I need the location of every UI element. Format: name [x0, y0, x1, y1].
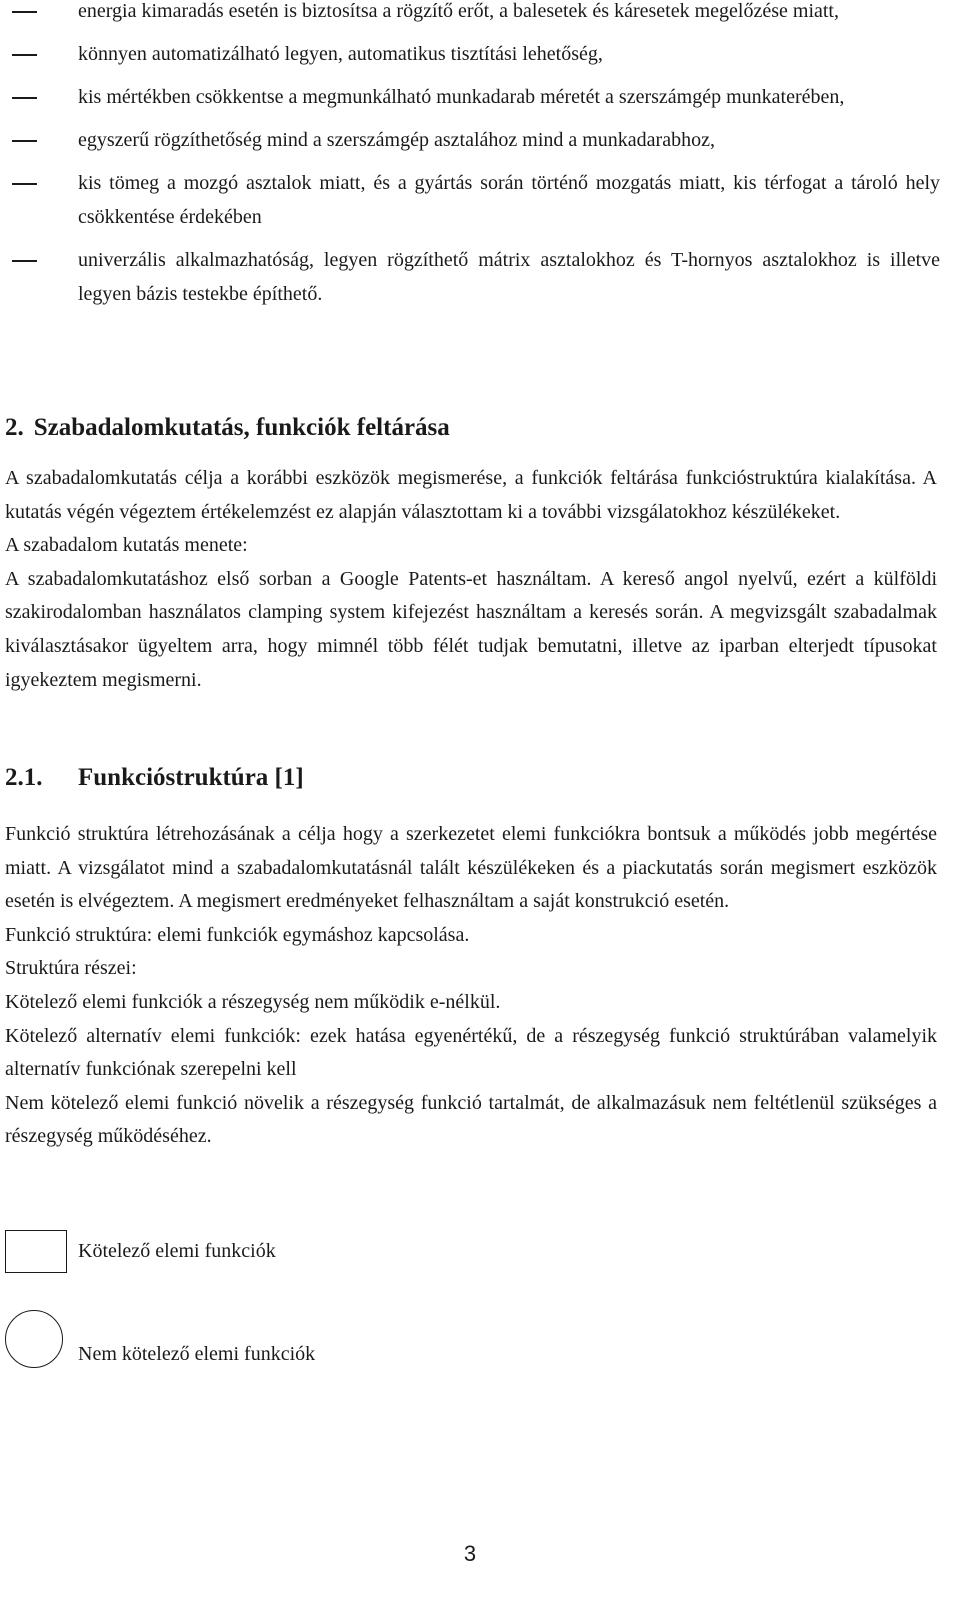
dash-bullet-icon: [12, 54, 37, 56]
paragraph: Nem kötelező elemi funkció növelik a részegység funkció tartalmát, de alkalmazásuk nem feltétlenül szükséges a részegység működéséhez.: [5, 1091, 937, 1148]
list-item: [5, 243, 940, 311]
legend-mandatory: [5, 1230, 276, 1273]
dash-bullet-icon: [12, 140, 37, 142]
paragraph: A szabadalomkutatáshoz első sorban a Google Patents-et használtam. A kereső angol nyelvű, ezért a külföldi szakirodalomban használatos clamping system kifejezést használtam a keresés során. A megvizsgált szabadalmak kiválasztásakor ügyeltem arra, hogy mimnél több félét tudjak bemutatni, illetve az iparban elterjedt típusokat igyekeztem megismerni.: [5, 567, 937, 691]
page-number: 3: [463, 1541, 477, 1566]
list-item: [5, 80, 940, 114]
dash-bullet-icon: [12, 260, 37, 262]
square-shape-icon: [5, 1230, 67, 1273]
section-2-1-heading: [5, 760, 304, 796]
list-item: [5, 37, 940, 71]
dash-bullet-icon: [12, 183, 37, 185]
dash-bullet-icon: [12, 11, 37, 13]
legend-mandatory-label: Kötelező elemi funkciók: [78, 1240, 276, 1262]
section-2-1-title: Funkcióstruktúra [1]: [78, 764, 304, 791]
requirements-list: [5, 0, 940, 320]
paragraph: Funkció struktúra: elemi funkciók egymáshoz kapcsolása.: [5, 923, 470, 946]
circle-shape-icon: [5, 1310, 63, 1368]
legend-optional-label: Nem kötelező elemi funkciók: [78, 1343, 316, 1365]
section-2-heading: [5, 410, 450, 446]
legend-optional: [5, 1310, 316, 1368]
list-item-text: univerzális alkalmazhatóság, legyen rögzíthető mátrix asztalokhoz és T-hornyos asztalokhoz is illetve legyen bázis testekbe építhető.: [78, 249, 940, 305]
section-2-1-body: [5, 818, 937, 1154]
list-item: [5, 0, 940, 28]
section-2-title: Szabadalomkutatás, funkciók feltárása: [33, 414, 450, 441]
paragraph: Kötelező alternatív elemi funkciók: ezek hatása egyenértékű, de a részegység funkció struktúrában valamelyik alternatív funkciónak szerepelni kell: [5, 1024, 937, 1081]
paragraph: A szabadalom kutatás menete:: [5, 534, 248, 557]
list-item-text: energia kimaradás esetén is biztosítsa a rögzítő erőt, a balesetek és káresetek megelőzése miatt,: [78, 0, 839, 22]
section-2-body: [5, 462, 937, 697]
list-item-text: könnyen automatizálható legyen, automatikus tisztítási lehetőség,: [78, 43, 603, 65]
section-2-number: 2.: [5, 414, 24, 441]
list-item-text: egyszerű rögzíthetőség mind a szerszámgép asztalához mind a munkadarabhoz,: [78, 129, 715, 151]
list-item-text: kis tömeg a mozgó asztalok miatt, és a gyártás során történő mozgatás miatt, kis térfogat a tároló hely csökkentése érdekében: [78, 172, 940, 228]
paragraph: Struktúra részei:: [5, 957, 137, 980]
section-2-1-number: 2.1.: [5, 764, 43, 791]
paragraph: A szabadalomkutatás célja a korábbi eszközök megismerése, a funkciók feltárása funkcióstruktúra kialakítása. A kutatás végén végeztem értékelemzést ez alapján választottam ki a további vizsgálatokhoz készülékeket.: [5, 467, 937, 523]
list-item: [5, 123, 940, 157]
dash-bullet-icon: [12, 97, 37, 99]
paragraph: Funkció struktúra létrehozásának a célja hogy a szerkezetet elemi funkciókra bontsuk a működés jobb megértése miatt. A vizsgálatot mind a szabadalomkutatásnál talált készülékeken és a piackutatás során megismert eszközök esetén is elvégeztem. A megismert eredményeket felhasználtam a saját konstrukció esetén.: [5, 823, 937, 913]
list-item: [5, 166, 940, 234]
paragraph: Kötelező elemi funkciók a részegység nem működik e-nélkül.: [5, 990, 501, 1013]
list-item-text: kis mértékben csökkentse a megmunkálható munkadarab méretét a szerszámgép munkaterében,: [78, 86, 845, 108]
